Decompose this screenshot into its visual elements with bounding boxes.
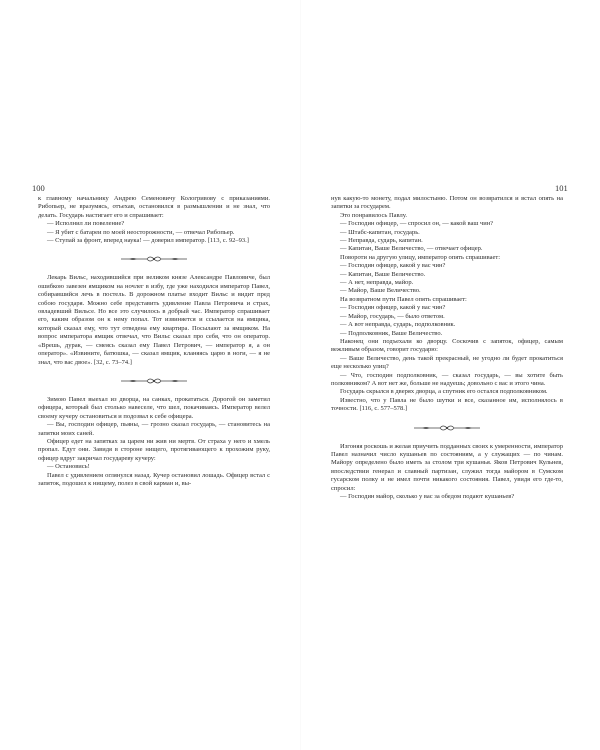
paragraph: — Вы, господин офицер, пьяны, — грозно сказал государь, — становитесь на запятки моих саней.: [38, 421, 270, 437]
paragraph: Зимою Павел выехал из дворца, на санках, прокататься. Дорогой он заметил офицера, который был столько навеселе, что шел, покачиваясь. Император велел своему кучеру остановиться и подозвал к себе офицера.: [38, 395, 270, 420]
paragraph: — Господин майор, сколько у вас за обедом подают кушаньев?: [340, 493, 515, 500]
right-page-text: [331, 195, 563, 501]
paragraph: — Штабс-капитан, государь.: [340, 228, 420, 236]
paragraph: — Майор, государь, — было ответом.: [340, 312, 445, 320]
paragraph: нув какую-то монету, подал милостыню. Потом он возвратился и встал опять на запятки за государем.: [331, 195, 563, 211]
ornament-icon: [119, 376, 189, 386]
page-number-left: 100: [32, 183, 45, 193]
ornament-divider: [38, 253, 270, 265]
ornament-divider: [331, 422, 563, 434]
paragraph: — Ваше Величество, день такой прекрасный, не угодно ли будет прокатиться еще несколько улиц?: [331, 354, 563, 371]
paragraph: — Остановись!: [47, 463, 90, 471]
paragraph: Известно, что у Павла не было шутки и все, сказанное им, исполнялось в точности. [116, с. 577–578.]: [331, 396, 563, 413]
paragraph: — Капитан, Ваше Величество.: [340, 270, 426, 278]
paragraph: — Исполнил ли повеление?: [47, 220, 125, 228]
paragraph: — Ступай за фронт, вперед наука! — доверил император. [113, с. 92–93.]: [47, 237, 249, 245]
paragraph: — Господин офицер, какой у вас чин?: [340, 304, 446, 312]
paragraph: Наконец они подъехали ко дворцу. Соскочив с запяток, офицер, самым вежливым образом, говорит государю:: [331, 337, 563, 354]
paragraph: — Я убит с батареи по моей неосторожности, — отвечал Рибопьер.: [47, 228, 235, 236]
paragraph: — Господин офицер, какой у вас чин?: [340, 262, 446, 270]
paragraph: — Господин офицер, — спросил он, — какой ваш чин?: [340, 220, 494, 228]
paragraph: Лекарь Вильс, находившийся при великом князе Александре Павловиче, был ошибкою завезен ямщиком на ночлег в избу, где уже находился император Павел, собиравшийся лечь в постель. В дорожном платье входит Вильс и видит пред собою государя. Можно себе представить удивление Павла Петровича и страх, овладевший Вильсе. Но все это случилось в добрый час. Император спрашивает его, каким образом он к нему попал. Тот извиняется и ссылается на ямщика, который сказал ему, что тут отведена ему квартира. Посылают за ямщиком. На вопрос императора ямщик отвечал, что Вильс сказал про себя, что он оператор. «Врешь, дурак, — смеясь сказал ему Павел Петрович, — император я, а он оператор». «Извините, батюшка, — сказал ямщик, кланяясь царю в ноги, — я не знал, что вас двое». [32, с. 73–74.]: [38, 274, 270, 366]
ornament-divider: [38, 375, 270, 387]
paragraph: Павел с удивлением оглянулся назад. Кучер остановил лошадь. Офицер встал с запяток, подошел к нищему, полез в свой карман и, вы-: [38, 471, 270, 487]
paragraph: Повороти на другую улицу, император опять спрашивает:: [340, 253, 501, 261]
paragraph: — Подполковник, Ваше Величество.: [340, 329, 443, 337]
page-number-right: 101: [555, 183, 568, 193]
book-gutter: [300, 0, 301, 750]
paragraph: — Неправда, сударь, капитан.: [340, 237, 423, 245]
paragraph: — Капитан, Ваше Величество, — отвечает офицер.: [340, 245, 483, 253]
paragraph: — А вот неправда, сударь, подполковник.: [340, 321, 456, 329]
paragraph: — А нет, неправда, майор.: [340, 279, 414, 287]
paragraph: На возвратном пути Павел опять спрашивает:: [340, 295, 467, 303]
paragraph: — Что, господин подполковник, — сказал государь, — вы хотите быть полковником? А вот нет же, больше не надуешь; довольно с вас и этого чина.: [331, 371, 563, 387]
paragraph: Государь скрылся в дверях дворца, а спутник его остался подполковником.: [340, 388, 548, 396]
paragraph: к главному начальнику Андрею Семеновичу Кологривову с приказаниями. Рибопьер, не вразумясь, отъехав, остановился в размышлении и не знал, что делать. Государь настигает его и спрашивает:: [38, 195, 270, 219]
left-page-text: [38, 195, 270, 488]
ornament-icon: [412, 423, 482, 433]
ornament-icon: [119, 254, 189, 264]
paragraph: — Майор, Ваше Величество.: [340, 287, 421, 295]
paragraph: Изгоняя роскошь и желая приучить подданных своих к умеренности, император Павел назначил число кушаньев по состояниям, а у служащих — по чинам. Майору определено было иметь за столом три кушанья. Яков Петрович Кульнев, впоследствии генерал и славный партизан, служил тогда майором в Сумском гусарском полку и не имел почти никакого состояния. Павел, увидя его где-то, спросил:: [331, 442, 563, 492]
paragraph: Офицер едет на запятках за царем ни жив ни мертв. От страха у него и хмель пропал. Едут они. Завидя в стороне нищего, протягивающего к прохожим руку, офицер вдруг закричал государеву кучеру:: [38, 437, 270, 462]
paragraph: Это понравилось Павлу.: [340, 211, 407, 219]
